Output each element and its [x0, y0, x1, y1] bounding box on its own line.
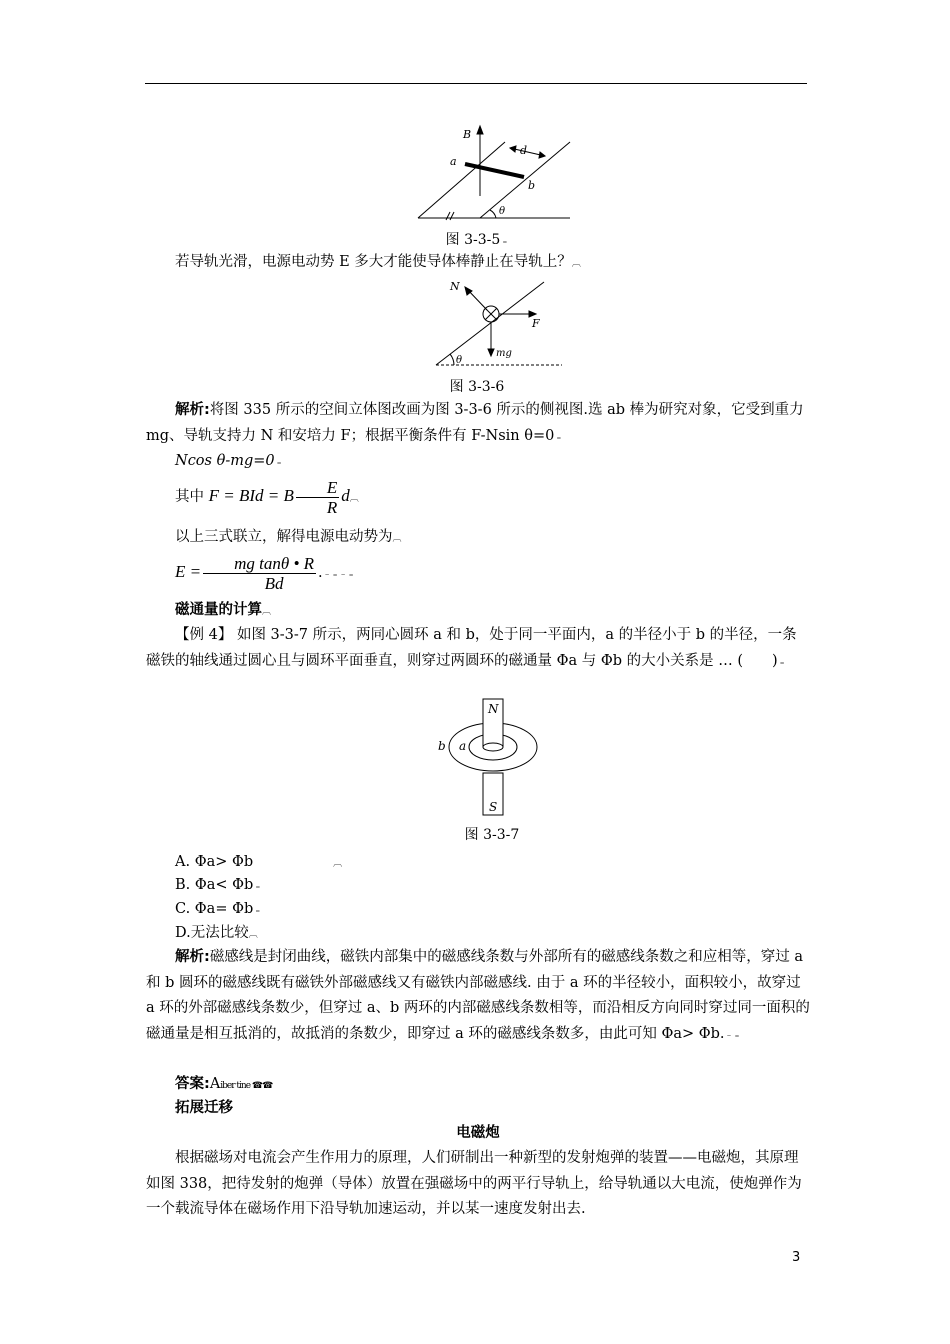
section-extension: 拓展迁移 — [175, 1100, 233, 1116]
fig335-label-b: b — [528, 179, 536, 192]
analysis-1: 解析:将图 335 所示的空间立体图改画为图 3-3-6 所示的侧视图.选 ab 棒为研究对象，它受到重力 mg、导轨支持力 N 和安培力 F；根据平衡条件有 F-Nsin θ=0﹦ — [146, 402, 804, 444]
fig336-label-theta: θ — [456, 355, 463, 366]
fig336-caption: 图 3-3-6 — [449, 379, 505, 395]
figure-3-3-5 — [410, 120, 580, 225]
fig335-label-a: a — [450, 155, 457, 168]
fig336-label-N: N — [450, 280, 460, 293]
question-line: 若导轨光滑，电源电动势 E 多大才能使导体棒静止在导轨上？︹ — [175, 254, 580, 270]
fig337-caption: 图 3-3-7 — [464, 827, 520, 843]
option-D: D.无法比较︹ — [175, 925, 257, 941]
fig336-label-mg: mg — [496, 348, 512, 359]
analysis-2: 解析:磁感线是封闭曲线，磁铁内部集中的磁感线条数与外部所有的磁感线条数之和应相等，穿过 a 和 b 圆环的磁感线既有磁铁外部磁感线又有磁铁内部磁感线. 由于 a 环的半径较小，面积较小，故穿过 a 环的外部磁感线条数少，但穿过 a、b 两环的内部磁感线条数相等，而沿相反方向同时穿过同一面积的磁通量是相互抵消的，故抵消的条数少，即穿过 a 环的磁感线条数多，由此可知 Φa> Φb.﹣﹦ — [146, 949, 810, 1042]
option-A: A. Φa> Φb ︹ — [175, 854, 342, 870]
answer-line: 答案:Aiber tine ☎☎ — [175, 1076, 273, 1092]
railgun-paragraph: 根据磁场对电流会产生作用力的原理，人们研制出一种新型的发射炮弹的装置——电磁炮，其原理如图 338，把待发射的炮弹（导体）放置在强磁场中的两平行导轨上，给导轨通以大电流，使炮弹作为一个载流导体在磁场作用下沿导轨加速运动，并以某一速度发射出去. — [146, 1150, 802, 1217]
equation-4: E = $\frac{\text{mg tanθ • R}}{Bd}$ .﹣﹦﹣﹦ — [175, 553, 355, 593]
equation-2: Ncos θ-mg=0﹦ — [175, 453, 283, 469]
fig335-label-theta: θ — [499, 206, 506, 217]
fig336-label-F: F — [532, 317, 540, 330]
fig335-label-B: B — [463, 128, 472, 141]
page-number: 3 — [792, 1250, 801, 1265]
fig337-label-S: S — [489, 800, 498, 814]
figure-3-3-7 — [430, 695, 550, 820]
fig337-label-N: N — [488, 702, 499, 716]
example-4: 【例 4】 如图 3-3-7 所示，两同心圆环 a 和 b，处于同一平面内，a 的半径小于 b 的半径，一条磁铁的轴线通过圆心且与圆环平面垂直，则穿过两圆环的磁通量 Φa 与 Φb 的大小关系是 … ( )﹦ — [146, 627, 797, 669]
combine-line: 以上三式联立，解得电源电动势为︹ — [175, 529, 401, 545]
fig337-label-a: a — [459, 739, 467, 753]
option-B: B. Φa< Φb﹦ — [175, 877, 262, 893]
fig335-caption: 图 3-3-5﹦ — [445, 232, 509, 248]
header-rule — [145, 83, 807, 84]
fig337-label-b: b — [438, 739, 446, 753]
equation-3: 其中 F = BId = B $\frac{E}{R}$ d︹ — [175, 477, 358, 517]
article-title: 电磁炮 — [456, 1125, 500, 1141]
option-C: C. Φa= Φb﹦ — [175, 901, 262, 917]
fig335-label-d: d — [520, 144, 528, 157]
section-magnetic-flux: 磁通量的计算︹ — [175, 602, 271, 618]
figure-3-3-6 — [432, 274, 567, 372]
